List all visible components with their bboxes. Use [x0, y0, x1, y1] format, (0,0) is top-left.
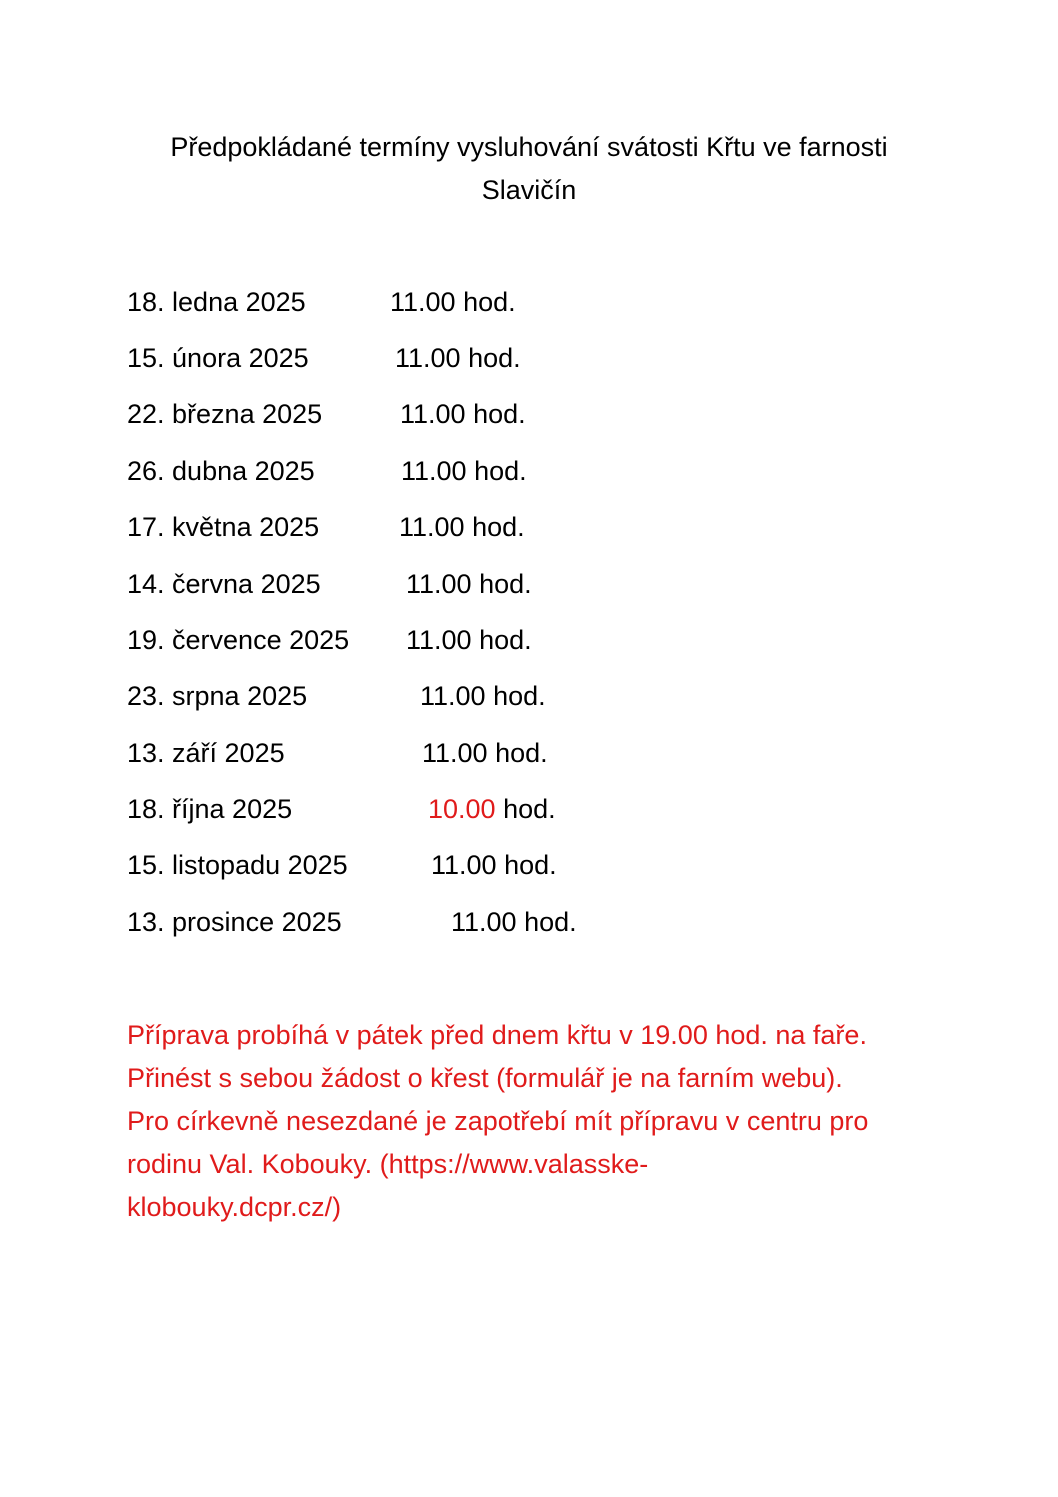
schedule-date: 19. července 2025: [127, 625, 350, 655]
title-line-2: Slavičín: [481, 175, 577, 205]
schedule-time-value: 10.00: [428, 794, 496, 824]
schedule-time: [431, 845, 557, 885]
schedule-date: 15. listopadu 2025: [127, 850, 348, 880]
schedule-time-value: 11.00: [406, 625, 472, 655]
schedule-time-value: 11.00: [399, 512, 465, 542]
schedule-time-value: 11.00: [420, 681, 486, 711]
schedule-date: 22. března 2025: [127, 399, 323, 429]
schedule-time-suffix: hod.: [495, 794, 556, 824]
schedule-date: 23. srpna 2025: [127, 681, 308, 711]
note-line-5: klobouky.dcpr.cz/): [127, 1192, 342, 1222]
schedule-time: [400, 394, 526, 434]
schedule-time-value: 11.00: [431, 850, 497, 880]
schedule-time-suffix: hod.: [466, 456, 527, 486]
schedule-time: [406, 620, 532, 660]
schedule-time-value: 11.00: [451, 907, 517, 937]
schedule-time: [399, 507, 525, 547]
schedule-date: 15. února 2025: [127, 343, 309, 373]
schedule-date: 13. prosince 2025: [127, 907, 342, 937]
schedule-time-value: 11.00: [406, 569, 472, 599]
schedule-time: [406, 564, 532, 604]
note-line-1: Příprava probíhá v pátek před dnem křtu v 19.00 hod. na faře.: [127, 1020, 867, 1050]
page-title: [0, 126, 1058, 212]
schedule-time-suffix: hod.: [487, 738, 548, 768]
note-line-3: Pro církevně nesezdané je zapotřebí mít přípravu v centru pro: [127, 1106, 869, 1136]
note-line-2: Přinést s sebou žádost o křest (formulář je na farním webu).: [127, 1063, 843, 1093]
schedule-date: 18. ledna 2025: [127, 287, 306, 317]
schedule-time-suffix: hod.: [496, 850, 557, 880]
schedule-time-suffix: hod.: [471, 625, 532, 655]
schedule-time-value: 11.00: [395, 343, 461, 373]
title-line-1: Předpokládané termíny vysluhování svátosti Křtu ve farnosti: [170, 132, 888, 162]
note-line-4: rodinu Val. Kobouky. (https://www.valasske-: [127, 1149, 649, 1179]
schedule-time: [422, 733, 548, 773]
schedule-time-value: 11.00: [422, 738, 488, 768]
schedule-date: 17. května 2025: [127, 512, 320, 542]
schedule-time: [451, 902, 577, 942]
schedule-time-suffix: hod.: [471, 569, 532, 599]
schedule-time-value: 11.00: [400, 399, 466, 429]
schedule-time-suffix: hod.: [516, 907, 577, 937]
schedule-time: [390, 282, 516, 322]
schedule-date: 18. října 2025: [127, 794, 293, 824]
schedule-time-value: 11.00: [401, 456, 467, 486]
preparation-note: [127, 1014, 947, 1229]
schedule-date: 14. června 2025: [127, 569, 321, 599]
schedule-time: [420, 676, 546, 716]
schedule-time: [395, 338, 521, 378]
schedule-time-value: 11.00: [390, 287, 456, 317]
schedule-time: [401, 451, 527, 491]
schedule-time-suffix: hod.: [455, 287, 516, 317]
schedule-time: [428, 789, 556, 829]
schedule-time-suffix: hod.: [460, 343, 521, 373]
schedule-time-suffix: hod.: [485, 681, 546, 711]
schedule-time-suffix: hod.: [464, 512, 525, 542]
schedule-time-suffix: hod.: [465, 399, 526, 429]
schedule-date: 26. dubna 2025: [127, 456, 315, 486]
schedule-date: 13. září 2025: [127, 738, 285, 768]
